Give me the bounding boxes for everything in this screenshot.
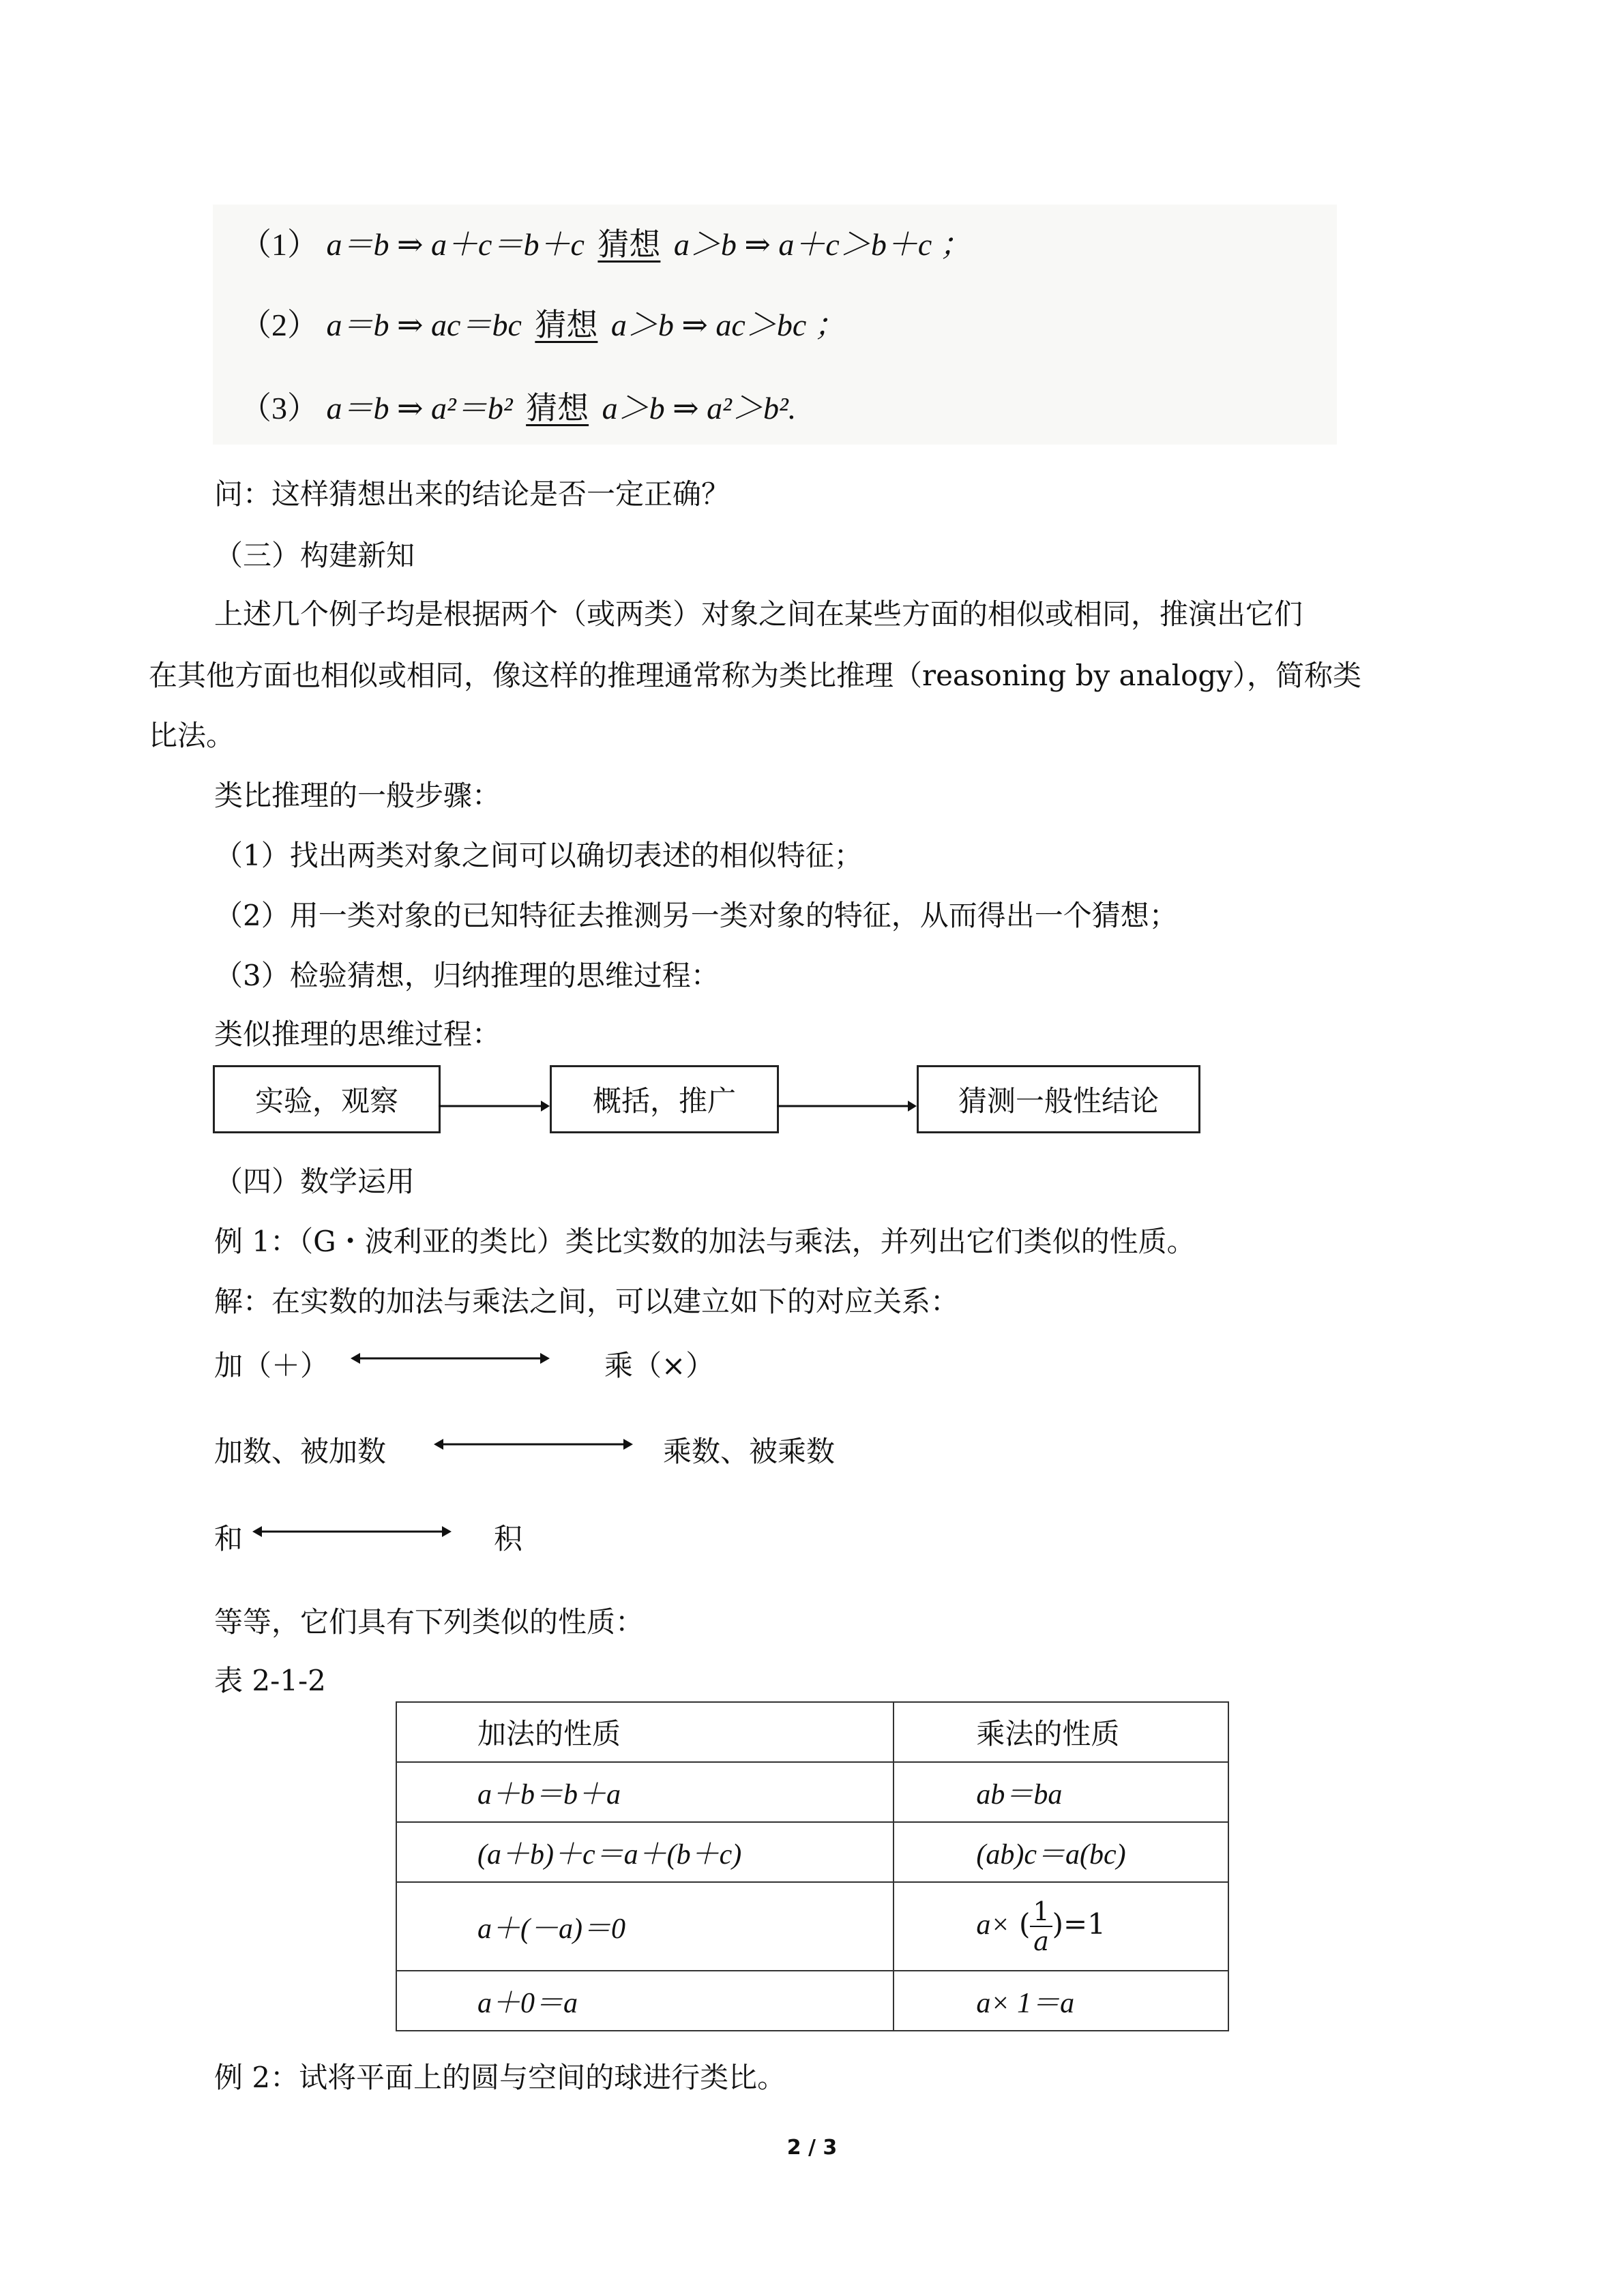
correspondence-right-mul: 乘（×） [604,1349,715,1382]
table-row [396,1971,1228,2031]
formula-right: a＞b ⇒ a＋c＞b＋c ； [673,227,971,262]
double-arrow-icon [351,1350,550,1367]
fraction-prefix: a× [976,1909,1010,1941]
table-header: 乘法的性质 [894,1702,1228,1762]
flow-box-label: 概括，推广 [592,1084,736,1118]
formula-left: a＝b ⇒ ac＝bc [326,308,522,342]
fraction-denominator: a [1033,1926,1049,1956]
table-header-row [396,1702,1228,1762]
step-1: （1）找出两类对象之间可以确切表述的相似特征； [214,839,863,872]
fraction-numerator: 1 [1030,1898,1052,1927]
flow-box-experiment [213,1065,441,1133]
step-2: （2）用一类对象的已知特征去推测另一类对象的特征，从而得出一个猜想； [214,899,1178,932]
formula-label: （2） [240,308,319,342]
flow-heading: 类似推理的思维过程： [214,1017,501,1051]
table-cell-fraction: a× ( $\frac{1}{a}$ )=1 [894,1882,1228,1971]
table-cell: a＋(－a)＝0 [396,1882,894,1971]
table-cell: (a＋b)＋c＝a＋(b＋c) [396,1822,894,1882]
fraction [1030,1898,1052,1954]
formula-keyword: 猜想 [535,306,598,343]
formula-left: a＝b ⇒ a＋c＝b＋c [326,227,585,262]
flow-arrow-2-icon [777,1098,917,1114]
formula-label: （3） [240,391,319,426]
table-cell: a× 1＝a [894,1971,1228,2031]
table-caption: 表 2-1-2 [214,1664,326,1697]
double-arrow-icon [252,1523,452,1540]
flow-box-generalize [550,1065,779,1133]
table-cell: ab＝ba [894,1762,1228,1822]
section-heading-4: （四）数学运用 [214,1165,415,1198]
formula-row-3 [240,383,796,428]
flow-box-label: 实验，观察 [254,1084,398,1118]
formula-keyword: 猜想 [597,226,661,263]
formula-label: （1） [240,227,319,262]
solution-line: 解：在实数的加法与乘法之间，可以建立如下的对应关系： [214,1285,960,1318]
question-line: 问：这样猜想出来的结论是否一定正确？ [214,477,730,511]
formula-right: a＞b ⇒ ac＞bc ； [610,308,846,342]
page-number: 2 / 3 [786,2136,838,2160]
paragraph-line-1: 上述几个例子均是根据两个（或两类）对象之间在某些方面的相似或相同，推演出它们 [214,597,1303,631]
properties-table [396,1701,1229,2031]
formula-left: a＝b ⇒ a²＝b² [326,391,513,426]
fraction-suffix: =1 [1063,1907,1106,1941]
flow-box-conclusion [917,1065,1200,1133]
example-2: 例 2：试将平面上的圆与空间的球进行类比。 [214,2061,786,2094]
table-cell: a＋0＝a [396,1971,894,2031]
steps-heading: 类比推理的一般步骤： [214,779,501,812]
etc-line: 等等，它们具有下列类似的性质： [214,1605,645,1639]
flow-box-label: 猜测一般性结论 [958,1084,1159,1118]
correspondence-left-add: 加（＋） [214,1349,329,1382]
table-row [396,1882,1228,1971]
correspondence-right-factors: 乘数、被乘数 [663,1435,836,1468]
formula-keyword: 猜想 [526,389,589,426]
double-arrow-icon [434,1436,633,1452]
formula-right: a＞b ⇒ a²＞b². [602,391,797,426]
table-cell: (ab)c＝a(bc) [894,1822,1228,1882]
correspondence-left-sum: 和 [214,1522,243,1555]
flow-arrow-1-icon [439,1098,550,1114]
table-row [396,1822,1228,1882]
table-cell: a＋b＝b＋a [396,1762,894,1822]
formula-image [213,205,1337,445]
paragraph-line-2: 在其他方面也相似或相同，像这样的推理通常称为类比推理（reasoning by analogy），简称类 [149,659,1362,692]
correspondence-right-product: 积 [494,1522,523,1555]
example-1: 例 1：（G・波利亚的类比）类比实数的加法与乘法，并列出它们类似的性质。 [214,1225,1196,1258]
formula-row-2 [240,300,846,345]
table-row [396,1762,1228,1822]
table-header: 加法的性质 [396,1702,894,1762]
step-3: （3）检验猜想，归纳推理的思维过程： [214,959,720,992]
paragraph-line-3: 比法。 [149,719,235,752]
section-heading-3: （三）构建新知 [214,539,415,572]
correspondence-left-addends: 加数、被加数 [214,1435,387,1468]
formula-row-1 [240,220,971,265]
